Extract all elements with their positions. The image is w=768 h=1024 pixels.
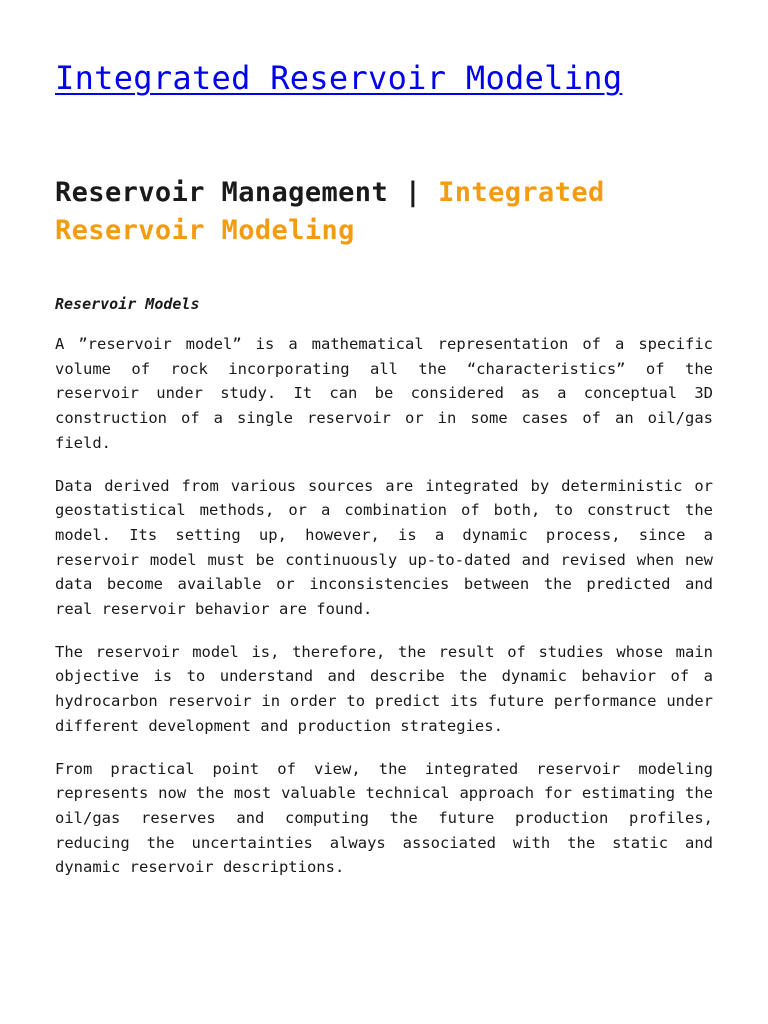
paragraph: From practical point of view, the integrated reservoir modeling represents now the most valuable technical approach for estimating the oil/gas reserves and computing the future production profiles, reducing the uncertainties always associated with the static and dynamic reservoir descriptions.	[55, 759, 713, 877]
paragraph: The reservoir model is, therefore, the result of studies whose main objective is to understand and describe the dynamic behavior of a hydrocarbon reservoir in order to predict its future performance under different development and production strategies.	[55, 642, 713, 735]
heading-prefix: Reservoir Management |	[55, 177, 439, 208]
paragraph: Data derived from various sources are integrated by deterministic or geostatistical methods, or a combination of both, to construct the model. Its setting up, however, is a dynamic process, since a reservoir model must be continuously up-to-dated and revised when new data become available or inconsistencies between the predicted and real reservoir behavior are found.	[55, 476, 713, 619]
document-page	[55, 0, 713, 880]
section-heading	[55, 174, 713, 250]
title-link[interactable]: Integrated Reservoir Modeling	[55, 59, 623, 97]
paragraph: A ”reservoir model” is a mathematical representation of a specific volume of rock incorporating all the “characteristics” of the reservoir under study. It can be considered as a conceptual 3D construction of a single reservoir or in some cases of an oil/gas field.	[55, 335, 713, 452]
subheading: Reservoir Models	[55, 295, 200, 313]
document-title	[55, 0, 713, 98]
heading-accent: Integrated Reservoir Modeling	[55, 177, 605, 246]
